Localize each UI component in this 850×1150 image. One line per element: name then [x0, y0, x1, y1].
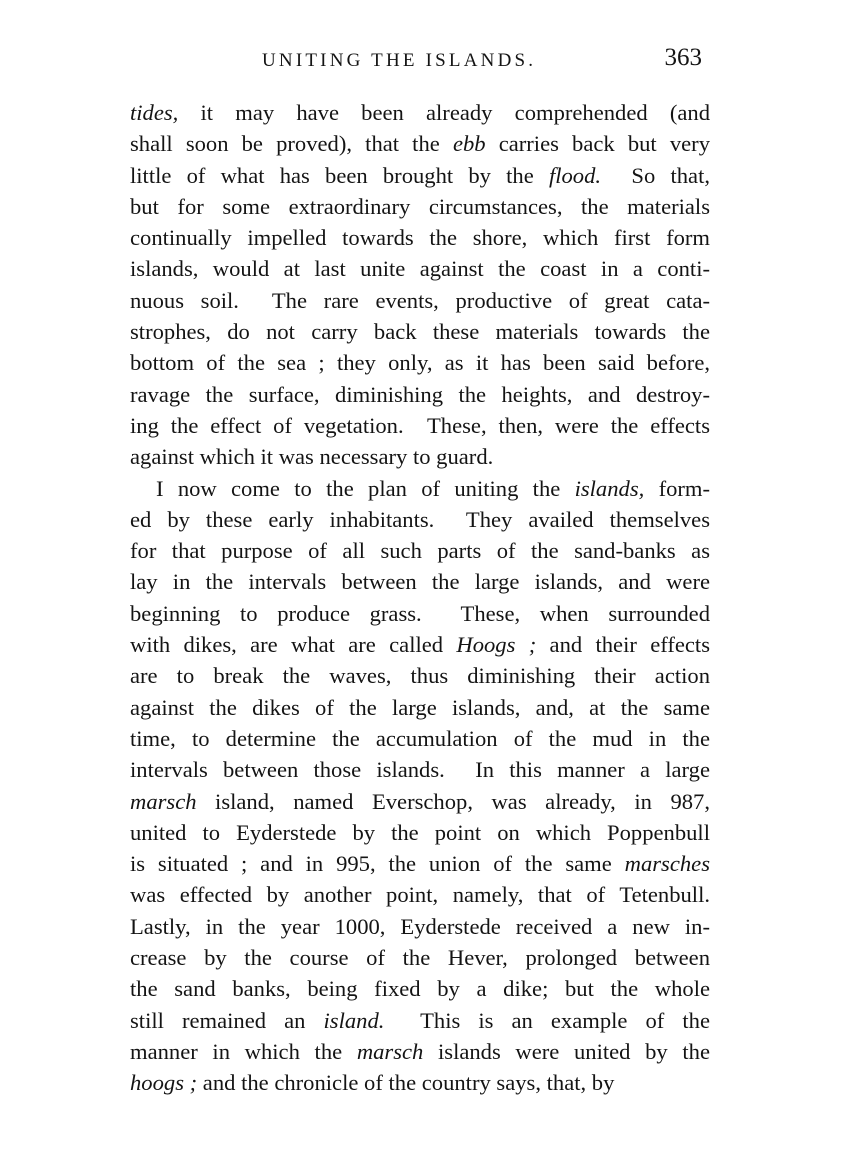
text-segment: nuous soil. The rare events, productive of great cata- [130, 287, 710, 313]
text-line [130, 942, 710, 973]
text-segment: united to Eyderstede by the point on which Poppenbull [130, 819, 710, 845]
text-line [130, 629, 710, 660]
text-line [130, 1005, 710, 1036]
italic-text: ebb [452, 131, 486, 157]
italic-text: marsch [356, 1038, 424, 1064]
text-line [130, 128, 710, 159]
running-head: UNITING THE ISLANDS. [262, 50, 537, 71]
text-line [130, 285, 710, 316]
text-segment: islands were united by the [423, 1038, 711, 1064]
text-line [130, 160, 710, 191]
text-line [130, 222, 710, 253]
text-segment: against which it was necessary to guard. [130, 444, 494, 470]
text-segment: against the dikes of the large islands, and, at the same [130, 694, 710, 720]
text-line [130, 911, 710, 942]
text-line [130, 379, 710, 410]
text-line [130, 566, 710, 597]
italic-text: tides, [130, 100, 179, 125]
text-line [130, 1036, 710, 1067]
text-segment: ed by these early inhabitants. They availed themselves [130, 506, 710, 532]
text-segment: continually impelled towards the shore, which first form [130, 225, 710, 251]
text-line [130, 473, 710, 504]
text-segment: Lastly, in the year 1000, Eyderstede received a new in- [130, 913, 710, 939]
text-line [130, 535, 710, 566]
body-text [130, 97, 710, 1099]
text-segment: beginning to produce grass. These, when surrounded [130, 600, 710, 626]
text-segment: islands, would at last unite against the coast in a conti- [130, 256, 710, 282]
text-line [130, 754, 710, 785]
text-segment: carries back but very [485, 131, 711, 157]
italic-text: flood. [548, 162, 602, 188]
text-line [130, 692, 710, 723]
text-segment: island, named Everschop, was already, in 987, [196, 788, 710, 814]
text-segment: still remained an [130, 1007, 324, 1033]
text-line [130, 504, 710, 535]
text-segment: but for some extraordinary circumstances, the materials [130, 193, 710, 219]
text-line [130, 848, 710, 879]
text-segment: are to break the waves, thus diminishing their action [130, 663, 710, 689]
text-segment: lay in the intervals between the large islands, and were [130, 569, 710, 595]
text-segment: it may have been already comprehended (and [178, 100, 710, 125]
text-line [130, 253, 710, 284]
text-segment: bottom of the sea ; they only, as it has been said before, [130, 350, 710, 376]
text-segment: ing the effect of vegetation. These, then, were the effects [130, 412, 710, 438]
text-line [130, 786, 710, 817]
text-line [130, 316, 710, 347]
text-line [130, 817, 710, 848]
text-segment: ravage the surface, diminishing the heights, and destroy- [130, 381, 710, 407]
italic-text: islands, [574, 475, 645, 501]
text-segment: and their effects [536, 632, 710, 658]
text-segment: crease by the course of the Hever, prolonged between [130, 945, 710, 971]
text-line [130, 973, 710, 1004]
text-segment: manner in which the [130, 1038, 357, 1064]
italic-text: marsch [130, 788, 197, 814]
text-line [130, 441, 710, 472]
text-segment: is situated ; and in 995, the union of the same [130, 851, 625, 877]
page-number: 363 [664, 44, 702, 71]
text-line [130, 410, 710, 441]
text-line [130, 347, 710, 378]
text-segment: I now come to the plan of uniting the [156, 475, 575, 501]
text-segment: was effected by another point, namely, that of Tetenbull. [130, 882, 710, 908]
text-segment: intervals between those islands. In this manner a large [130, 757, 710, 783]
page-header [130, 44, 710, 84]
text-line [130, 191, 710, 222]
text-segment: for that purpose of all such parts of the sand-banks as [130, 538, 710, 564]
text-line [130, 97, 710, 128]
text-segment: strophes, do not carry back these materials towards the [130, 319, 710, 345]
text-segment: little of what has been brought by the [130, 162, 549, 188]
text-line [130, 1067, 710, 1098]
text-segment: with dikes, are what are called [130, 632, 457, 658]
italic-text: marsches [624, 851, 710, 877]
text-line [130, 879, 710, 910]
text-segment: shall soon be proved), that the [130, 131, 453, 157]
text-segment: This is an example of the [384, 1007, 710, 1033]
text-segment: So that, [601, 162, 710, 188]
text-segment: the sand banks, being fixed by a dike; but the whole [130, 976, 710, 1002]
text-line [130, 723, 710, 754]
italic-text: Hoogs ; [456, 632, 537, 658]
italic-text: hoogs ; [130, 1070, 198, 1096]
text-segment: time, to determine the accumulation of the mud in the [130, 725, 710, 751]
text-line [130, 598, 710, 629]
text-segment: and the chronicle of the country says, that, by [197, 1070, 615, 1096]
text-segment: form- [644, 475, 711, 501]
italic-text: island. [323, 1007, 385, 1033]
text-line [130, 660, 710, 691]
